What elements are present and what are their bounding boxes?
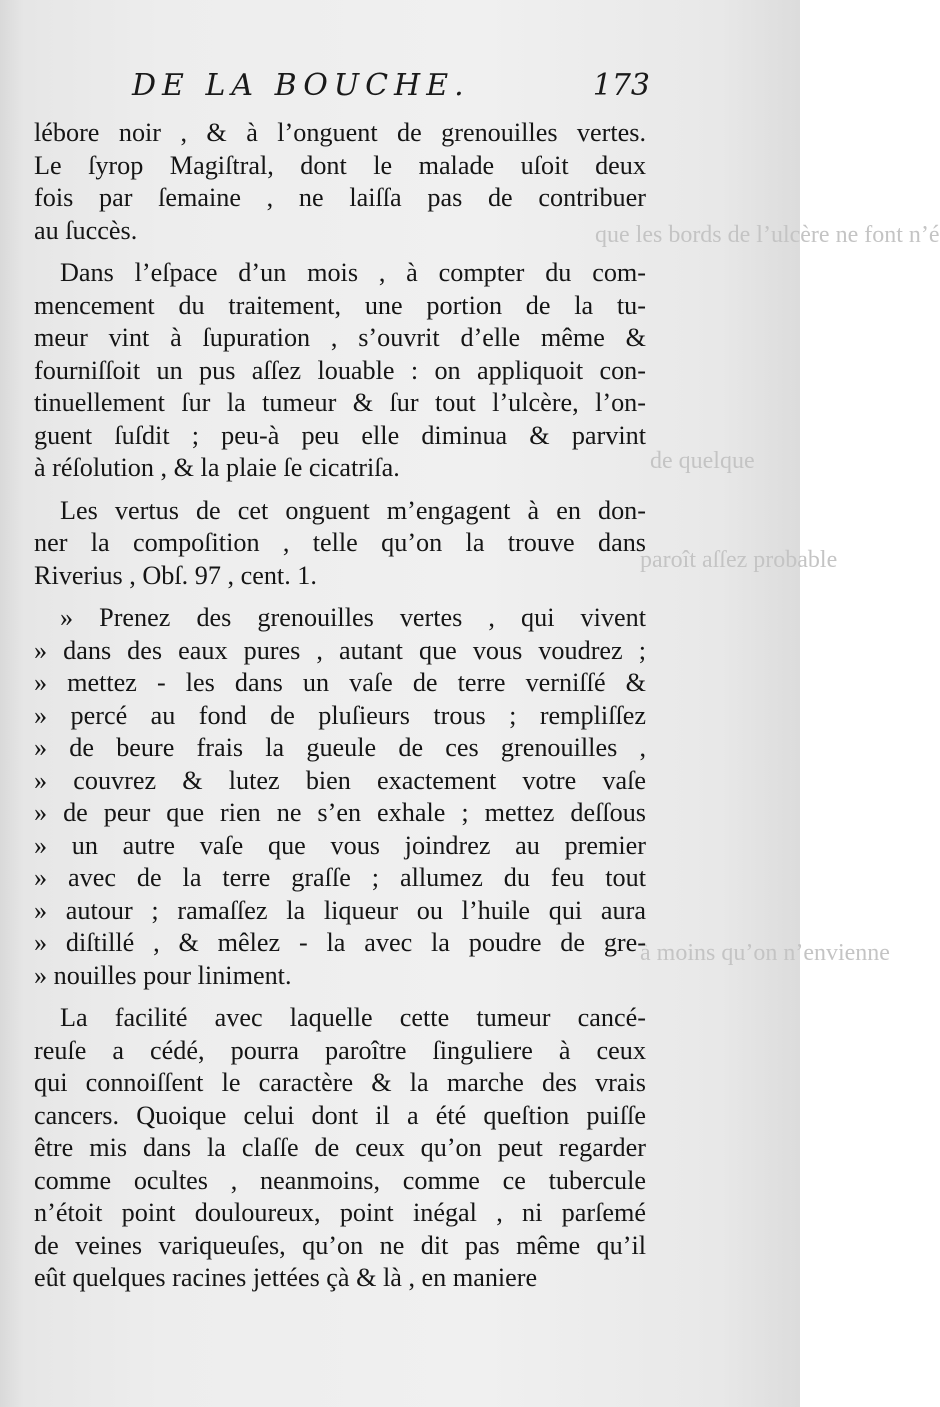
- text-line: qui connoiſſent le caractère & la marche des vrais: [34, 1068, 646, 1097]
- text-line: » couvrez & lutez bien exactement votre vaſe: [34, 765, 646, 795]
- text-line: Dans l’eſpace d’un mois , à compter du com-: [60, 258, 646, 287]
- paragraph-gap: [34, 485, 646, 495]
- running-title: DE LA BOUCHE.: [132, 68, 470, 103]
- page-number: 173: [592, 68, 650, 103]
- paragraph: [34, 495, 646, 593]
- text-line: » diſtillé , & mêlez - la avec la poudre de gre-: [34, 928, 646, 957]
- paragraph: [34, 117, 646, 247]
- text-line: reuſe a cédé, pourra paroître ſinguliere à ceux: [34, 1035, 646, 1065]
- text-line: cancers. Quoique celui dont il a été queſtion puiſſe: [34, 1100, 646, 1130]
- text-line: guent ſuſdit ; peu-à peu elle diminua & parvint: [34, 420, 646, 450]
- text-line: fourniſſoit un pus aſſez louable : on appliquoit con-: [34, 355, 646, 385]
- text-line: ner la compoſition , telle qu’on la trouve dans: [34, 528, 646, 557]
- paragraph-gap: [34, 592, 646, 602]
- text-line: » percé au fond de pluſieurs trous ; rempliſſez: [34, 700, 646, 730]
- text-line: tinuellement ſur la tumeur & ſur tout l’ulcère, l’on-: [34, 388, 646, 417]
- bleed-through-text: de quelque: [650, 448, 755, 474]
- text-line: meur vint à ſupuration , s’ouvrit d’elle même &: [34, 323, 646, 352]
- paragraph: [34, 602, 646, 992]
- text-line: » dans des eaux pures , autant que vous voudrez ;: [34, 635, 646, 665]
- running-head: [120, 68, 650, 108]
- text-line: » avec de la terre graſſe ; allumez du feu tout: [34, 863, 646, 892]
- paragraph: [34, 257, 646, 485]
- text-line: eût quelques racines jettées çà & là , en maniere: [34, 1263, 538, 1292]
- text-line: de veines variqueuſes, qu’on ne dit pas même qu’il: [34, 1230, 646, 1260]
- text-line: » mettez - les dans un vaſe de terre verniſſé &: [34, 668, 646, 697]
- paragraph-gap: [34, 992, 646, 1002]
- text-line: comme ocultes , neanmoins, comme ce tubercule: [34, 1165, 646, 1195]
- body-text: [34, 117, 646, 1295]
- bleed-through-text: à moins qu’on n’envienne: [640, 940, 890, 966]
- text-line: à réſolution , & la plaie ſe cicatriſa.: [34, 453, 400, 482]
- text-line: Le ſyrop Magiſtral, dont le malade uſoit deux: [34, 150, 646, 180]
- text-line: La facilité avec laquelle cette tumeur cancé-: [60, 1003, 646, 1032]
- text-line: » de beure frais la gueule de ces grenouilles ,: [34, 733, 646, 762]
- text-line: Riverius , Obſ. 97 , cent. 1.: [34, 560, 317, 590]
- bleed-through-text: paroît aſſez probable: [640, 547, 838, 573]
- text-line: » de peur que rien ne s’en exhale ; mettez deſſous: [34, 798, 646, 827]
- text-line: » Prenez des grenouilles vertes , qui vivent: [60, 603, 646, 632]
- text-line: fois par ſemaine , ne laiſſa pas de contribuer: [34, 183, 646, 212]
- text-line: » autour ; ramaſſez la liqueur ou l’huile qui aura: [34, 895, 646, 925]
- text-line: Les vertus de cet onguent m’engagent à en don-: [60, 495, 646, 525]
- paragraph: [34, 1002, 646, 1295]
- text-line: au ſuccès.: [34, 215, 138, 245]
- text-line: être mis dans la claſſe de ceux qu’on peut regarder: [34, 1133, 646, 1162]
- text-line: » nouilles pour liniment.: [34, 960, 292, 990]
- text-line: lébore noir , & à l’onguent de grenouilles vertes.: [34, 118, 646, 147]
- text-line: mencement du traitement, une portion de la tu-: [34, 290, 646, 320]
- text-line: » un autre vaſe que vous joindrez au premier: [34, 830, 646, 860]
- paragraph-gap: [34, 247, 646, 257]
- text-line: n’étoit point douloureux, point inégal , ni parſemé: [34, 1198, 646, 1227]
- bleed-through-text: que les bords de l’ulcère ne font n’é: [595, 222, 940, 248]
